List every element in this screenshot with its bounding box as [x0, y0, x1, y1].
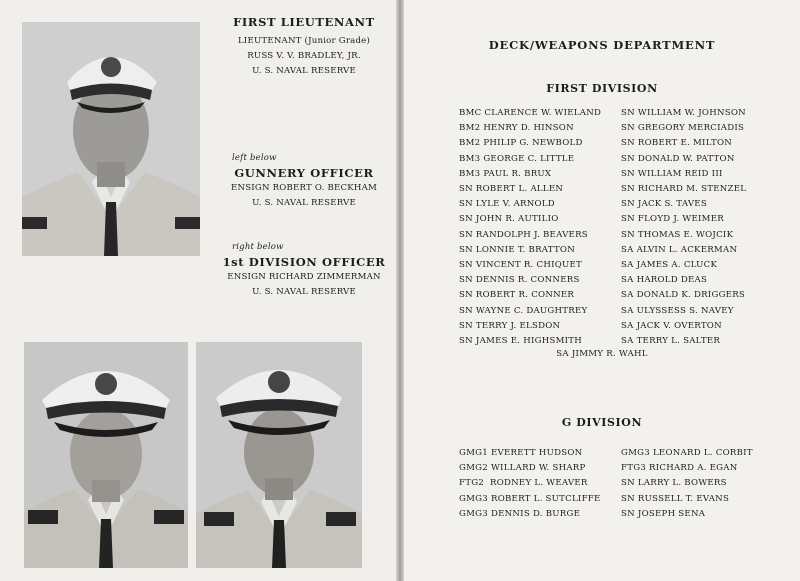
list-item: SN LONNIE T. BRATTON: [459, 244, 575, 255]
book-gutter: [396, 0, 404, 581]
caption-gunnery-officer: [214, 151, 394, 211]
first-division-title: FIRST DIVISION: [546, 82, 658, 95]
gunnery-officer-name: ENSIGN ROBERT O. BECKHAM: [231, 183, 377, 193]
list-item: GMG3 LEONARD L. CORBIT: [621, 448, 753, 458]
list-item: SN DONALD W. PATTON: [621, 153, 735, 164]
list-item: SA JACK V. OVERTON: [621, 320, 722, 331]
list-item: SN RUSSELL T. EVANS: [621, 493, 730, 504]
division-officer-note: right below: [232, 242, 284, 252]
list-item: GMG2 WILLARD W. SHARP: [459, 463, 586, 474]
first-division-final-entry: SA JIMMY R. WAHL: [556, 349, 648, 359]
list-item: SN JOHN R. AUTILIO: [459, 214, 559, 225]
list-item: SN WILLIAM W. JOHNSON: [621, 108, 746, 118]
list-item: SN JACK S. TAVES: [621, 199, 707, 210]
list-item: BM2 HENRY D. HINSON: [459, 123, 574, 134]
portrait-division-officer: [196, 342, 362, 568]
first-lieutenant-name: RUSS V. V. BRADLEY, JR.: [247, 51, 361, 61]
list-item: SN ROBERT E. MILTON: [621, 138, 733, 149]
list-item: SN ROBERT R. CONNER: [459, 290, 575, 301]
list-item: SN THOMAS E. WOJCIK: [621, 229, 734, 240]
first-lieutenant-service: U. S. NAVAL RESERVE: [252, 66, 356, 76]
gunnery-officer-service: U. S. NAVAL RESERVE: [252, 198, 356, 208]
list-item: BMC CLARENCE W. WIELAND: [459, 108, 602, 118]
first-lieutenant-rank: LIEUTENANT (Junior Grade): [238, 36, 370, 46]
g-division-title: G DIVISION: [561, 416, 643, 429]
division-officer-title: 1st DIVISION OFFICER: [222, 255, 386, 269]
list-item: SN FLOYD J. WEIMER: [621, 214, 724, 225]
list-item: SN DENNIS R. CONNERS: [459, 275, 580, 286]
list-item: SN RICHARD M. STENZEL: [621, 184, 747, 195]
list-item: FTG2 RODNEY L. WEAVER: [459, 478, 588, 489]
gunnery-officer-title: GUNNERY OFFICER: [234, 166, 374, 180]
list-item: FTG3 RICHARD A. EGAN: [621, 463, 738, 474]
list-item: GMG3 ROBERT L. SUTCLIFFE: [459, 493, 601, 504]
division-officer-name: ENSIGN RICHARD ZIMMERMAN: [227, 272, 381, 282]
first-lieutenant-title: FIRST LIEUTENANT: [233, 15, 375, 29]
list-item: SN WAYNE C. DAUGHTREY: [459, 305, 588, 316]
gunnery-officer-note: left below: [232, 153, 277, 163]
list-item: BM2 PHILIP G. NEWBOLD: [459, 138, 583, 149]
portrait-gunnery-officer: [24, 342, 188, 568]
department-title: DECK/WEAPONS DEPARTMENT: [488, 38, 716, 52]
list-item: SA ULYSSESS S. NAVEY: [621, 305, 734, 316]
g-division-column-right: [621, 446, 753, 522]
first-division-column-left: [459, 106, 601, 349]
caption-first-lieutenant: [214, 15, 394, 79]
list-item: SN ROBERT L. ALLEN: [459, 184, 564, 195]
g-division-column-left: [459, 446, 601, 522]
first-division-column-right: [621, 106, 746, 349]
list-item: SN JAMES E. HIGHSMITH: [459, 336, 583, 347]
division-officer-service: U. S. NAVAL RESERVE: [252, 287, 356, 297]
list-item: SA JAMES A. CLUCK: [621, 260, 718, 271]
list-item: SN LARRY L. BOWERS: [621, 478, 727, 489]
list-item: SN RANDOLPH J. BEAVERS: [459, 229, 588, 240]
list-item: SN LYLE V. ARNOLD: [459, 199, 555, 210]
list-item: BM3 GEORGE C. LITTLE: [459, 153, 575, 164]
list-item: SN TERRY J. ELSDON: [459, 320, 561, 331]
list-item: SA ALVIN L. ACKERMAN: [621, 244, 738, 255]
caption-division-officer: [214, 240, 394, 300]
list-item: SA HAROLD DEAS: [621, 275, 708, 286]
list-item: SA DONALD K. DRIGGERS: [621, 290, 746, 301]
list-item: SN JOSEPH SENA: [621, 508, 706, 519]
list-item: BM3 PAUL R. BRUX: [459, 168, 552, 179]
list-item: GMG1 EVERETT HUDSON: [459, 448, 583, 458]
list-item: SN VINCENT R. CHIQUET: [459, 260, 583, 271]
list-item: SN WILLIAM REID III: [621, 168, 723, 179]
list-item: GMG3 DENNIS D. BURGE: [459, 508, 581, 519]
list-item: SN GREGORY MERCIADIS: [621, 123, 745, 134]
portrait-first-lieutenant: [22, 22, 200, 256]
list-item: SA TERRY L. SALTER: [621, 336, 721, 347]
